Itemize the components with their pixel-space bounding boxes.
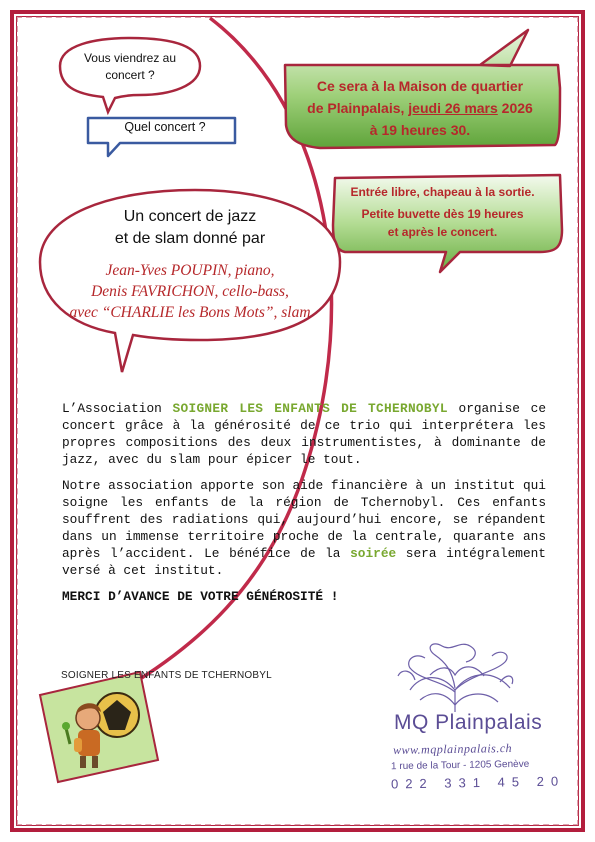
p2-post: sera intégralement versé à cet institut. xyxy=(62,546,546,578)
concert-text xyxy=(40,206,340,323)
question1-text: Vous viendrez au concert ? xyxy=(83,51,177,82)
concert-head1: Un concert de jazz xyxy=(123,208,257,225)
mq-url[interactable]: www.mqplainpalais.ch xyxy=(392,740,513,758)
info-line1: Entrée libre, chapeau à la sortie. xyxy=(350,185,535,199)
concert-names xyxy=(40,260,340,323)
event-date: jeudi 26 mars xyxy=(408,100,498,116)
association-name: SOIGNER LES ENFANTS DE TCHERNOBYL xyxy=(172,401,448,416)
question2-text: Quel concert ? xyxy=(124,120,206,134)
paragraph-1 xyxy=(62,400,546,468)
musician-1: Jean-Yves POUPIN, piano, xyxy=(105,262,275,279)
child-illustration xyxy=(40,672,158,782)
mq-tree-logo xyxy=(398,644,513,712)
mq-phone: 022 331 45 20 xyxy=(390,773,566,792)
event-year: 2026 xyxy=(497,100,533,116)
info-line3: et après le concert. xyxy=(387,225,498,239)
p1-pre: L’Association xyxy=(62,401,173,416)
mq-address: 1 rue de la Tour - 1205 Genève xyxy=(390,758,530,773)
event-line1: Ce sera à la Maison de quartier xyxy=(316,78,524,94)
event-line2 xyxy=(285,97,555,119)
info-line2: Petite buvette dès 19 heures xyxy=(361,207,524,221)
event-line3: à 19 heures 30. xyxy=(369,122,471,138)
event-line2-pre: de Plainpalais, xyxy=(307,100,409,116)
concert-head2: et de slam donné par xyxy=(114,230,266,247)
signature: SOIGNER LES ENFANTS DE TCHERNOBYL xyxy=(61,670,272,681)
thanks-line: MERCI D’AVANCE DE VOTRE GÉNÉROSITÉ ! xyxy=(62,589,339,604)
paragraph-2 xyxy=(62,477,546,579)
event-text xyxy=(285,75,555,141)
soiree-word: soirée xyxy=(350,546,397,561)
p1-post: organise ce concert grâce à la générosité de ce trio qui interprétera les propres compositions des deux instrumentistes, à dominante de jazz, avec du slam pour épicer le tout. xyxy=(62,401,546,467)
info-text xyxy=(335,181,550,239)
p2-pre: Notre association apporte son aide financière à un institut qui soigne les enfants de la région de Tchernobyl. Ces enfants souffrent des radiations qui, aujourd’hui encore, se répandent dans un immense territoire proche de la centrale, quarante ans après l’accident. Le bénéfice de la xyxy=(62,478,546,561)
body-text xyxy=(62,400,546,614)
mq-brand: MQ Plainpalais xyxy=(394,711,543,734)
musician-2: Denis FAVRICHON, cello-bass, xyxy=(91,283,289,300)
musician-3: avec “CHARLIE les Bons Mots”, slam xyxy=(69,304,311,321)
